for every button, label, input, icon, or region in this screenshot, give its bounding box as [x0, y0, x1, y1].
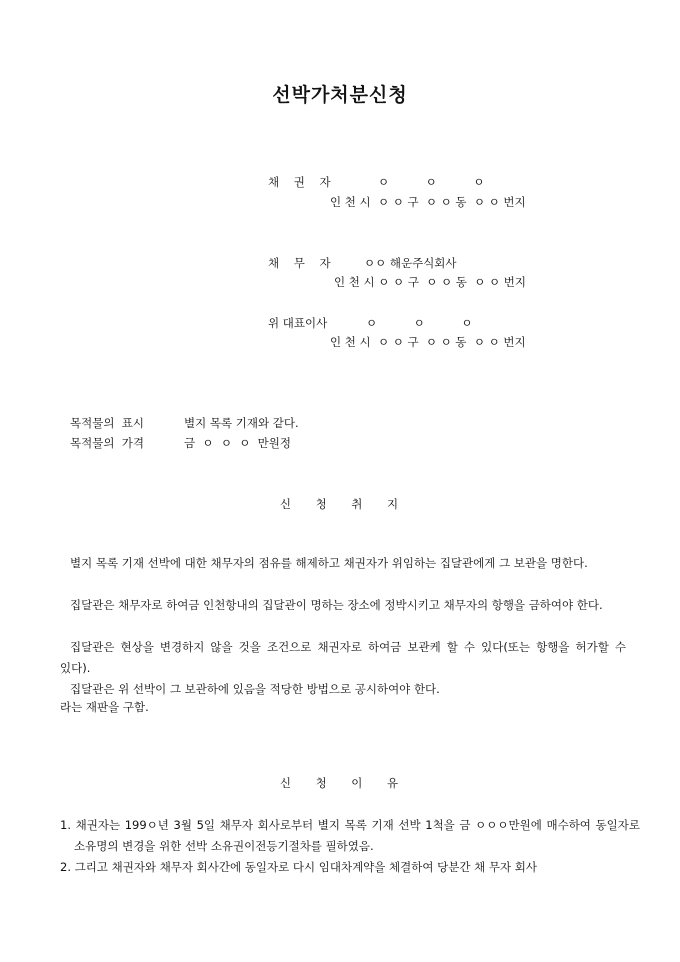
purpose-paragraph-4: 집달관은 위 선박이 그 보관하에 있음을 적당한 방법으로 공시하여야 한다.: [70, 682, 440, 696]
representative-name: ㅇ ㅇ ㅇ: [366, 316, 473, 330]
representative-label: 위 대표이사: [268, 316, 328, 330]
object-price-value: 금 ㅇ ㅇ ㅇ 만원정: [184, 436, 292, 450]
purpose-closing: 라는 재판을 구함.: [60, 700, 149, 714]
representative-address: 인 천 시 ㅇ ㅇ 구 ㅇ ㅇ 동 ㅇ ㅇ 번지: [330, 335, 526, 349]
purpose-paragraph-1: 별지 목록 기재 선박에 대한 채무자의 점유를 해제하고 채권자가 위임하는 집달관에게 그 보관을 명한다.: [70, 556, 588, 570]
reason-item-2: 2. 그리고 채권자와 채무자 회사간에 동일자로 다시 임대차계약을 체결하여 당분간 채 무자 회사: [60, 860, 537, 874]
purpose-paragraph-3: 집달관은 현상을 변경하지 않을 것을 조건으로 채권자로 하여금 보관케 할 수 있다(또는 항행을 허가할 수 있다).: [60, 640, 626, 675]
object-display-label: 목적물의 표시: [70, 416, 144, 430]
reason-item-1: 1. 채권자는 199ㅇ년 3월 5일 채무자 회사로부터 별지 목록 기재 선박 1척을 금 ㅇㅇㅇ만원에 매수하여 동일자로 소유명의 변경을 위한 선박 소유권이전등기절차를 필하였음.: [60, 818, 640, 853]
object-display-value: 별지 목록 기재와 같다.: [184, 416, 299, 430]
creditor-address: 인 천 시 ㅇ ㅇ 구 ㅇ ㅇ 동 ㅇ ㅇ 번지: [330, 195, 526, 209]
debtor-address: 인 천 시 ㅇ ㅇ 구 ㅇ ㅇ 동 ㅇ ㅇ 번지: [334, 275, 526, 289]
debtor-label: 채 무 자: [268, 256, 331, 270]
debtor-name: ㅇㅇ 해운주식회사: [364, 256, 457, 270]
purpose-paragraph-2: 집달관은 채무자로 하여금 인천항내의 집달관이 명하는 장소에 정박시키고 채무자의 항행을 금하여야 한다.: [70, 598, 603, 612]
reason-heading: 신 청 이 유: [279, 776, 401, 790]
object-price-label: 목적물의 가격: [70, 436, 144, 450]
purpose-heading: 신 청 취 지: [279, 497, 401, 511]
document-title: 선박가처분신청: [272, 84, 408, 106]
creditor-name: ㅇ ㅇ ㅇ: [378, 175, 485, 189]
creditor-label: 채 권 자: [268, 175, 331, 189]
